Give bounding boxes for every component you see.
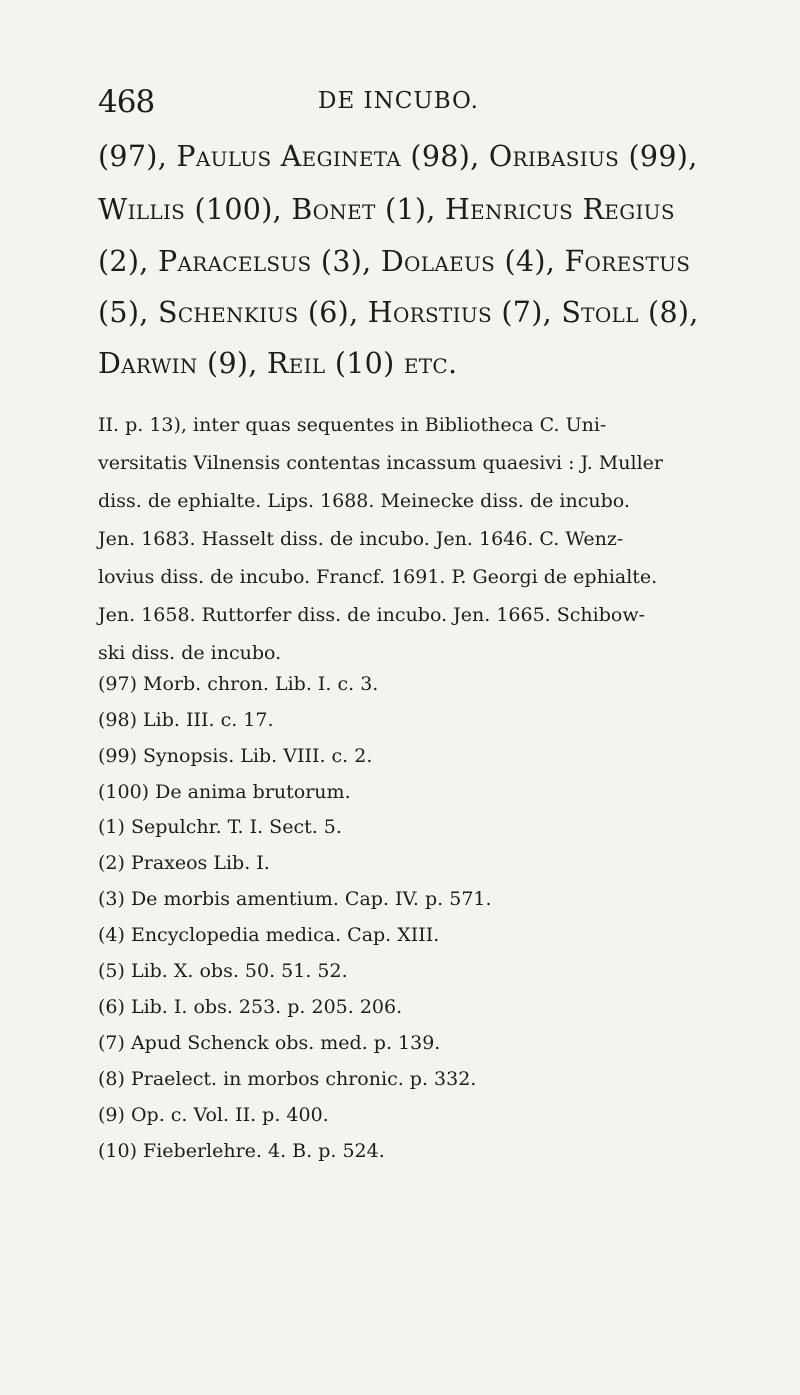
running-title: DE INCUBO. xyxy=(318,88,479,114)
paragraph-line: lovius diss. de incubo. Francf. 1691. P. Georgi de ephialte. xyxy=(98,566,658,588)
footnote: (100) De anima brutorum. xyxy=(98,781,351,803)
footnote: (4) Encyclopedia medica. Cap. XIII. xyxy=(98,924,440,946)
main-text-line: (2), Paracelsus (3), Dolaeus (4), Forestus xyxy=(98,245,691,278)
paragraph-line: II. p. 13), inter quas sequentes in Bibliotheca C. Uni- xyxy=(98,414,607,436)
footnote: (10) Fieberlehre. 4. B. p. 524. xyxy=(98,1140,385,1162)
footnote: (97) Morb. chron. Lib. I. c. 3. xyxy=(98,673,379,695)
paragraph-line: diss. de ephialte. Lips. 1688. Meinecke diss. de incubo. xyxy=(98,490,630,512)
paragraph-line: versitatis Vilnensis contentas incassum quaesivi : J. Muller xyxy=(98,452,663,474)
footnote: (7) Apud Schenck obs. med. p. 139. xyxy=(98,1032,441,1054)
main-text-line: Darwin (9), Reil (10) etc. xyxy=(98,347,458,380)
main-text-line: (97), Paulus Aegineta (98), Oribasius (99), xyxy=(98,140,698,173)
footnote: (8) Praelect. in morbos chronic. p. 332. xyxy=(98,1068,477,1090)
footnote: (2) Praxeos Lib. I. xyxy=(98,852,270,874)
page-number: 468 xyxy=(98,84,155,120)
paragraph-line: Jen. 1658. Ruttorfer diss. de incubo. Jen. 1665. Schibow- xyxy=(98,604,646,626)
footnote: (6) Lib. I. obs. 253. p. 205. 206. xyxy=(98,996,403,1018)
footnote: (98) Lib. III. c. 17. xyxy=(98,709,274,731)
bibliography-paragraph xyxy=(98,406,748,672)
paragraph-line: Jen. 1683. Hasselt diss. de incubo. Jen. 1646. C. Wenz- xyxy=(98,528,624,550)
footnote: (1) Sepulchr. T. I. Sect. 5. xyxy=(98,816,342,838)
footnote: (5) Lib. X. obs. 50. 51. 52. xyxy=(98,960,348,982)
footnote: (99) Synopsis. Lib. VIII. c. 2. xyxy=(98,745,373,767)
footnote: (9) Op. c. Vol. II. p. 400. xyxy=(98,1104,329,1126)
paragraph-line: ski diss. de incubo. xyxy=(98,642,282,664)
main-text-line: (5), Schenkius (6), Horstius (7), Stoll (8), xyxy=(98,296,699,329)
footnote: (3) De morbis amentium. Cap. IV. p. 571. xyxy=(98,888,492,910)
main-text-line: Willis (100), Bonet (1), Henricus Regius xyxy=(98,193,675,226)
